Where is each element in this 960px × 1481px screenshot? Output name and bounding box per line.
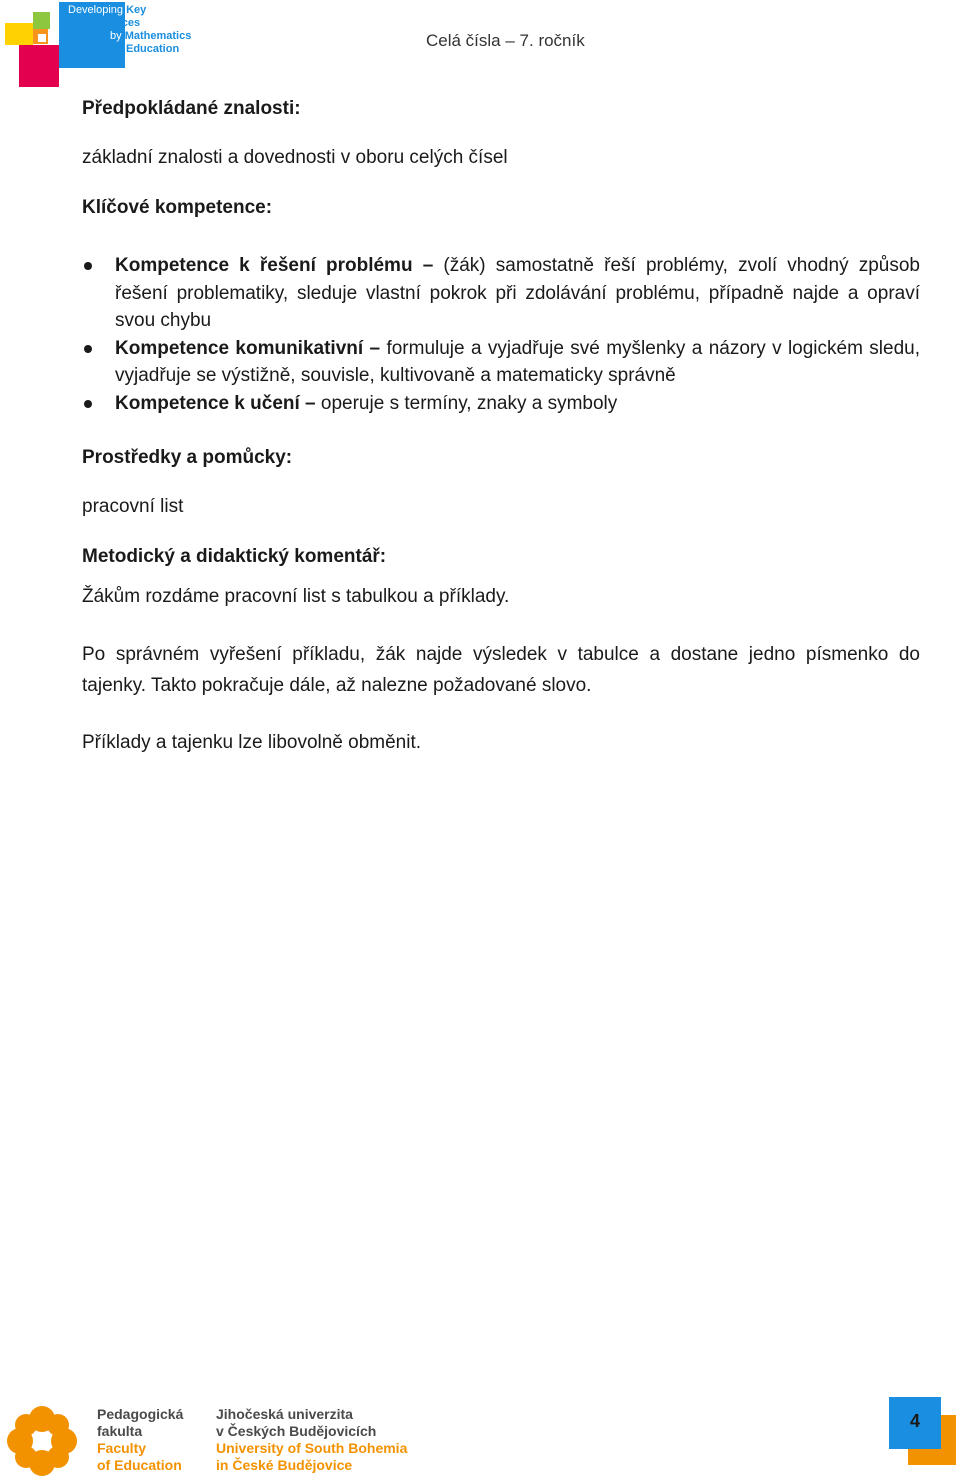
page-header-title: Celá čísla – 7. ročník (426, 31, 585, 50)
university-en-line: in České Budějovice (216, 1457, 353, 1473)
competence-title: Kompetence k řešení problému – (115, 255, 434, 276)
method-paragraph-3 (82, 732, 920, 754)
university-cz-line: v Českých Budějovicích (216, 1423, 377, 1439)
faculty-en-line: of Education (97, 1457, 182, 1473)
method-paragraph-1 (82, 586, 920, 608)
paragraph-text: Příklady a tajenku lze libovolně obměnit. (82, 732, 422, 753)
competence-text: (žák) samostatně řeší problémy, zvolí vhodný způsob řešení problematiky, sleduje vlastní pokrok při zdolávání problému, případně najde a opraví svou chybu (115, 255, 920, 332)
prior-knowledge-heading (82, 98, 920, 120)
faculty-cz-line: fakulta (97, 1423, 143, 1439)
logo-text-developing: Developing (68, 4, 124, 16)
logo-green-square (33, 12, 50, 29)
competence-title: Kompetence k učení – (115, 392, 316, 414)
logo-text-mathematics: Mathematics (124, 30, 192, 42)
faculty-name (97, 1406, 183, 1474)
paragraph-text: Žákům rozdáme pracovní list s tabulkou a příklady. (82, 586, 510, 607)
method-paragraph-2 (82, 639, 920, 701)
competences-list (82, 252, 920, 418)
logo-text-key-competences: Key Competences (68, 4, 147, 29)
university-name (216, 1406, 407, 1474)
page-number: 4 (889, 1397, 941, 1449)
key-competences-heading (82, 197, 920, 219)
heading-text: Metodický a didaktický komentář: (82, 546, 387, 567)
list-item (82, 252, 920, 335)
list-item (82, 335, 920, 390)
heading-text: Klíčové kompetence: (82, 197, 273, 218)
list-item (82, 390, 920, 418)
paragraph-text: pracovní list (82, 496, 184, 517)
faculty-flower-logo-icon (2, 1401, 82, 1481)
bullet-icon (84, 345, 92, 353)
page-footer (0, 1395, 960, 1479)
faculty-en-line: Faculty (97, 1440, 147, 1456)
competence-title: Kompetence komunikativní – (115, 337, 381, 359)
logo-pink-square (19, 45, 59, 87)
aids-heading (82, 447, 920, 469)
prior-knowledge-text (82, 147, 920, 169)
method-heading (82, 546, 920, 568)
logo-wordmark (68, 4, 220, 56)
university-en-line: University of South Bohemia (216, 1440, 408, 1456)
logo-yellow-square (5, 23, 33, 45)
logo-text-by: by (110, 30, 122, 42)
faculty-cz-line: Pedagogická (97, 1406, 184, 1422)
paragraph-text: Po správném vyřešení příkladu, žák najde výsledek v tabulce a dostane jedno písmenko do tajenky. Takto pokračuje dále, až nalezne požadované slovo. (82, 644, 920, 696)
bullet-icon (84, 262, 92, 270)
heading-text: Předpokládané znalosti: (82, 98, 301, 119)
aids-text (82, 496, 920, 518)
logo-text-education: Education (126, 43, 180, 55)
heading-text: Prostředky a pomůcky: (82, 447, 293, 468)
competence-text: formuluje a vyjadřuje své myšlenky a názory v logickém sledu, vyjadřuje se výstižně, souvisle, kultivovaně a matematicky správně (115, 337, 920, 387)
project-logo (0, 0, 220, 90)
competence-text: operuje s termíny, znaky a symboly (315, 392, 618, 414)
bullet-icon (84, 400, 92, 408)
logo-white-square (38, 34, 46, 42)
university-cz-line: Jihočeská univerzita (216, 1406, 353, 1422)
paragraph-text: základní znalosti a dovednosti v oboru celých čísel (82, 147, 508, 168)
